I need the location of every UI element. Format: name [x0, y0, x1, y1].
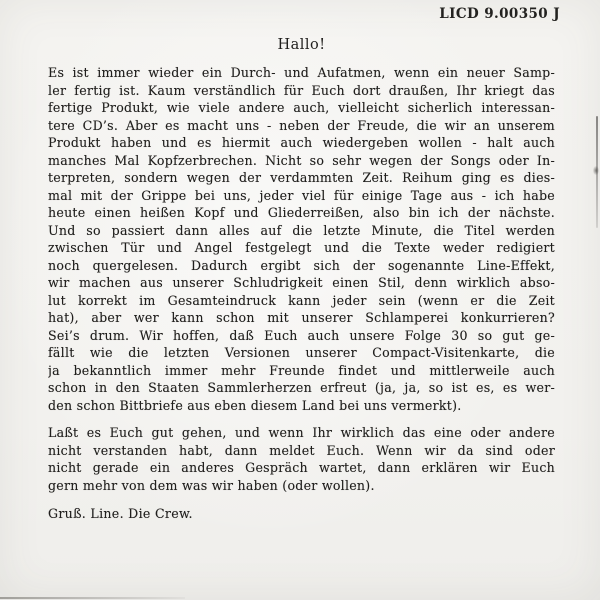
- letter-line: hat), aber wer kann schon mit unserer Schlamperei konkurrieren?: [48, 310, 555, 325]
- letter-line: manches Mal Kopfzerbrechen. Nicht so sehr wegen der Songs oder In-: [48, 152, 555, 168]
- letter-line: fertige Produkt, wie viele andere auch, vielleicht sicherlich interessan-: [48, 100, 555, 115]
- scan-artifact-bottom-edge: [0, 597, 185, 599]
- letter-line: zwischen Tür und Angel festgelegt und die Texte weder redigiert: [48, 240, 555, 255]
- letter-line: nicht verstanden habt, dann meldet Euch. Wenn wir da sind oder: [48, 442, 555, 458]
- letter-paragraph-1: [48, 64, 555, 414]
- letter-line: noch quergelesen. Dadurch ergibt sich der sogenannte Line-Effekt,: [48, 257, 555, 273]
- letter-line: fällt wie die letzten Versionen unserer Compact-Visitenkarte, die: [48, 345, 555, 360]
- letter-line: tere CD’s. Aber es macht uns - neben der Freude, die wir an unserem: [48, 117, 555, 133]
- letter-line: Laßt es Euch gut gehen, und wenn Ihr wirklich das eine oder andere: [48, 425, 555, 440]
- letter-signature: Gruß. Line. Die Crew.: [48, 506, 193, 521]
- letter-line: terpreten, sondern wegen der verdammten Zeit. Reihum ging es dies-: [48, 170, 555, 185]
- letter-line: schon in den Staaten Sammlerherzen erfreut (ja, ja, so ist es, es wer-: [48, 380, 555, 395]
- letter-line: lut korrekt im Gesamteindruck kann jeder sein (wenn er die Zeit: [48, 292, 555, 308]
- letter-line: nicht gerade ein anderes Gespräch wartet, dann erklären wir Euch: [48, 460, 555, 475]
- letter-line: den schon Bittbriefe aus eben diesem Land bei uns vermerkt).: [48, 397, 462, 413]
- letter-line: Produkt haben und es hiermit auch wiedergeben wollen - halt auch: [48, 135, 555, 150]
- letter-greeting: Hallo!: [277, 37, 326, 53]
- letter-line: ler fertig ist. Kaum verständlich für Euch dort draußen, Ihr kriegt das: [48, 82, 555, 98]
- letter-paragraph-2: [48, 424, 555, 494]
- letter-line: Es ist immer wieder ein Durch- und Aufatmen, wenn ein neuer Samp-: [48, 65, 555, 80]
- letter-line: gern mehr von dem was wir haben (oder wollen).: [48, 477, 375, 493]
- letter-line: mal mit der Grippe bei uns, jeder viel für einige Tage aus - ich habe: [48, 187, 555, 203]
- letter-line: ja bekanntlich immer mehr Freunde findet und mittlerweile auch: [48, 362, 555, 378]
- letter-line: heute einen heißen Kopf und Gliederreißen, also bin ich der nächste.: [48, 205, 555, 220]
- letter-body: [48, 36, 555, 523]
- catalog-number: LICD 9.00350 J: [439, 6, 560, 22]
- letter-line: Und so passiert dann alles auf die letzte Minute, die Titel werden: [48, 222, 555, 238]
- letter-line: Sei’s drum. Wir hoffen, daß Euch auch unsere Folge 30 so gut ge-: [48, 327, 555, 343]
- letter-line: wir machen aus unserer Schludrigkeit einen Stil, denn wirklich abso-: [48, 275, 555, 290]
- scan-artifact-right-blob: [593, 166, 599, 175]
